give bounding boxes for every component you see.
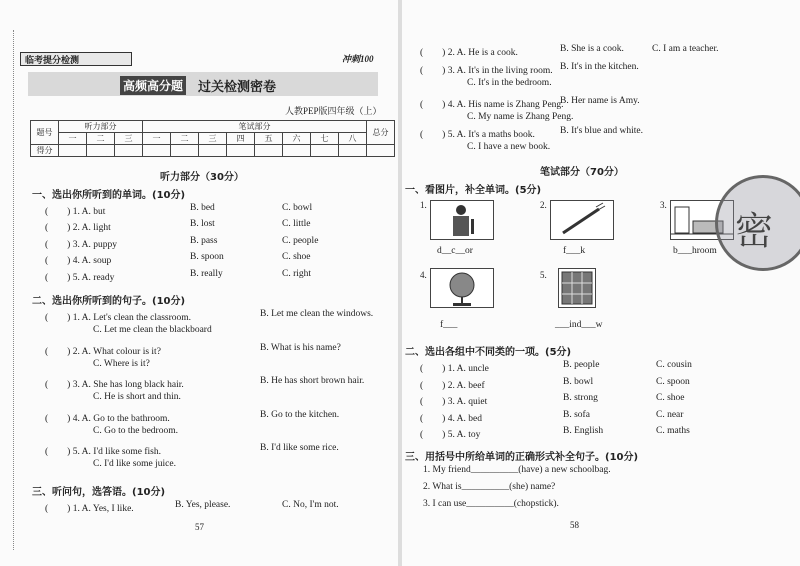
w2-option-b-5: B. English	[563, 426, 604, 436]
page-number-right: 58	[570, 520, 579, 530]
col-l1: 一	[59, 133, 87, 145]
pic-num-3: 3.	[660, 200, 667, 210]
r-question-4: ( ) 4. A. His name is Zhang Peng.	[420, 100, 564, 110]
l1-option-b-3: B. pass	[190, 235, 218, 246]
l1-option-c-1: C. bowl	[282, 203, 313, 213]
r-question-2: ( ) 2. A. He is a cook.	[420, 48, 518, 58]
l1-question-3: ( ) 3. A. puppy	[45, 239, 118, 250]
w2-option-c-4: C. near	[656, 409, 684, 420]
top-right-label: 冲刺100	[342, 54, 374, 64]
r-option-b-2: B. She is a cook.	[560, 44, 624, 54]
w2-option-c-5: C. maths	[656, 426, 690, 436]
col-w2: 二	[171, 133, 199, 145]
writing-label: 笔试部分	[143, 121, 367, 133]
doctor-picture	[430, 200, 494, 240]
blank-3: b___hroom	[673, 246, 717, 256]
r-question-3: ( ) 3. A. It's in the living room.	[420, 66, 553, 76]
l1-option-c-2: C. little	[282, 219, 311, 230]
col-w8: 八	[339, 133, 367, 145]
l2-question-4: ( ) 4. A. Go to the bathroom.	[45, 413, 170, 424]
l2-option-c-5: C. I'd like some juice.	[93, 459, 176, 469]
w2-question-2: ( ) 2. A. beef	[420, 380, 485, 391]
window-picture	[558, 268, 596, 308]
banner-prefix: 高频高分题	[120, 76, 186, 95]
seal-text: 密	[735, 209, 774, 253]
l2-option-c-2: C. Where is it?	[93, 358, 150, 369]
w2-option-c-3: C. shoe	[656, 393, 685, 403]
l2-option-b-4: B. Go to the kitchen.	[260, 409, 340, 420]
fan-picture	[430, 268, 494, 308]
r-option-c-3: C. It's in the bedroom.	[467, 78, 552, 88]
w2-option-b-4: B. sofa	[563, 409, 590, 420]
pic-num-4: 4.	[420, 270, 427, 280]
l2-option-c-4: C. Go to the bedroom.	[93, 425, 178, 436]
listening-title: 听力部分（30分）	[160, 172, 244, 183]
listening-label: 听力部分	[59, 121, 143, 133]
l2-option-b-1: B. Let me clean the windows.	[260, 309, 374, 319]
l1-question-2: ( ) 2. A. light	[45, 223, 111, 234]
w2-question-4: ( ) 4. A. bed	[420, 413, 483, 424]
w2-option-b-3: B. strong	[563, 393, 598, 403]
fork-picture	[550, 200, 614, 240]
w2-option-b-2: B. bowl	[563, 376, 594, 387]
series-label-box	[20, 52, 132, 66]
l2-question-5: ( ) 5. A. I'd like some fish.	[45, 447, 161, 457]
total-label: 总分	[367, 121, 395, 145]
col-w5: 五	[255, 133, 283, 145]
writing-part2-heading: 二、选出各组中不同类的一项。(5分)	[405, 347, 572, 358]
l2-question-2: ( ) 2. A. What colour is it?	[45, 346, 161, 357]
l2-option-b-5: B. I'd like some rice.	[260, 443, 339, 453]
r-option-b-4: B. Her name is Amy.	[560, 96, 640, 106]
listening-part3-heading: 三、听问句，选答语。(10分)	[32, 487, 166, 498]
w2-question-5: ( ) 5. A. toy	[420, 430, 481, 440]
l1-option-b-5: B. really	[190, 268, 223, 279]
writing-part1-heading: 一、看图片，补全单词。(5分)	[405, 185, 542, 196]
l1-option-b-2: B. lost	[190, 219, 215, 230]
writing-title: 笔试部分（70分）	[540, 167, 624, 178]
l1-question-5: ( ) 5. A. ready	[45, 272, 115, 283]
sentence-2: 2. What is__________(she) name?	[423, 482, 556, 492]
col-l2: 二	[87, 133, 115, 145]
page-spine	[398, 0, 402, 566]
l2-option-b-2: B. What is his name?	[260, 342, 341, 353]
l1-option-c-3: C. people	[282, 235, 319, 246]
col-l3: 三	[115, 133, 143, 145]
l1-option-b-4: B. spoon	[190, 252, 224, 263]
l3-c1: C. No, I'm not.	[282, 500, 339, 510]
l2-question-3: ( ) 3. A. She has long black hair.	[45, 380, 184, 390]
col-w7: 七	[311, 133, 339, 145]
row-label-number: 题号	[31, 121, 59, 145]
pic-num-2: 2.	[540, 200, 547, 210]
l2-option-c-1: C. Let me clean the blackboard	[93, 325, 212, 335]
pic-num-1: 1.	[420, 200, 427, 210]
row-label-score: 得分	[31, 145, 59, 157]
r-option-b-3: B. It's in the kitchen.	[560, 62, 639, 72]
series-label: 临考提分检测	[25, 56, 80, 66]
l3-b1: B. Yes, please.	[175, 500, 231, 510]
l1-question-1: ( ) 1. A. but	[45, 207, 106, 217]
col-w1: 一	[143, 133, 171, 145]
r-option-b-5: B. It's blue and white.	[560, 126, 643, 136]
binding-line	[13, 30, 16, 550]
w2-option-c-2: C. spoon	[656, 376, 690, 387]
sentence-1: 1. My friend__________(have) a new schoolbag.	[423, 465, 611, 475]
r-option-c-5: C. I have a new book.	[467, 142, 551, 152]
blank-2: f___k	[563, 246, 586, 256]
listening-part1-heading: 一、选出你所听到的单词。(10分)	[32, 190, 186, 201]
col-w6: 六	[283, 133, 311, 145]
writing-part3-heading: 三、用括号中所给单词的正确形式补全句子。(10分)	[405, 452, 639, 463]
r-option-c-2: C. I am a teacher.	[652, 44, 719, 54]
r-option-c-4: C. My name is Zhang Peng.	[467, 112, 574, 122]
col-w4: 四	[227, 133, 255, 145]
sentence-3: 3. I can use__________(chopstick).	[423, 499, 559, 509]
l1-option-c-5: C. right	[282, 268, 312, 279]
grade-label: 人教PEP版四年级（上）	[285, 106, 382, 116]
page-number-left: 57	[195, 522, 204, 532]
l1-question-4: ( ) 4. A. soup	[45, 256, 112, 267]
pic-num-5: 5.	[540, 270, 547, 280]
w2-question-3: ( ) 3. A. quiet	[420, 397, 488, 407]
l2-question-1: ( ) 1. A. Let's clean the classroom.	[45, 313, 192, 323]
l2-option-b-3: B. He has short brown hair.	[260, 376, 365, 386]
w2-option-c-1: C. cousin	[656, 360, 692, 370]
listening-part2-heading: 二、选出你所听到的句子。(10分)	[32, 296, 186, 307]
blank-1: d__c__or	[437, 246, 473, 256]
blank-4: f___	[440, 320, 458, 330]
w2-option-b-1: B. people	[563, 360, 600, 370]
col-w3: 三	[199, 133, 227, 145]
l1-option-b-1: B. bed	[190, 203, 215, 213]
r-question-5: ( ) 5. A. It's a maths book.	[420, 130, 535, 140]
l2-option-c-3: C. He is short and thin.	[93, 392, 181, 402]
l1-option-c-4: C. shoe	[282, 252, 311, 263]
l3-q1: ( ) 1. A. Yes, I like.	[45, 504, 134, 514]
blank-5: ___ind___w	[555, 320, 603, 330]
w2-question-1: ( ) 1. A. uncle	[420, 364, 489, 374]
score-table	[30, 120, 395, 157]
banner-title: 过关检测密卷	[198, 80, 277, 95]
